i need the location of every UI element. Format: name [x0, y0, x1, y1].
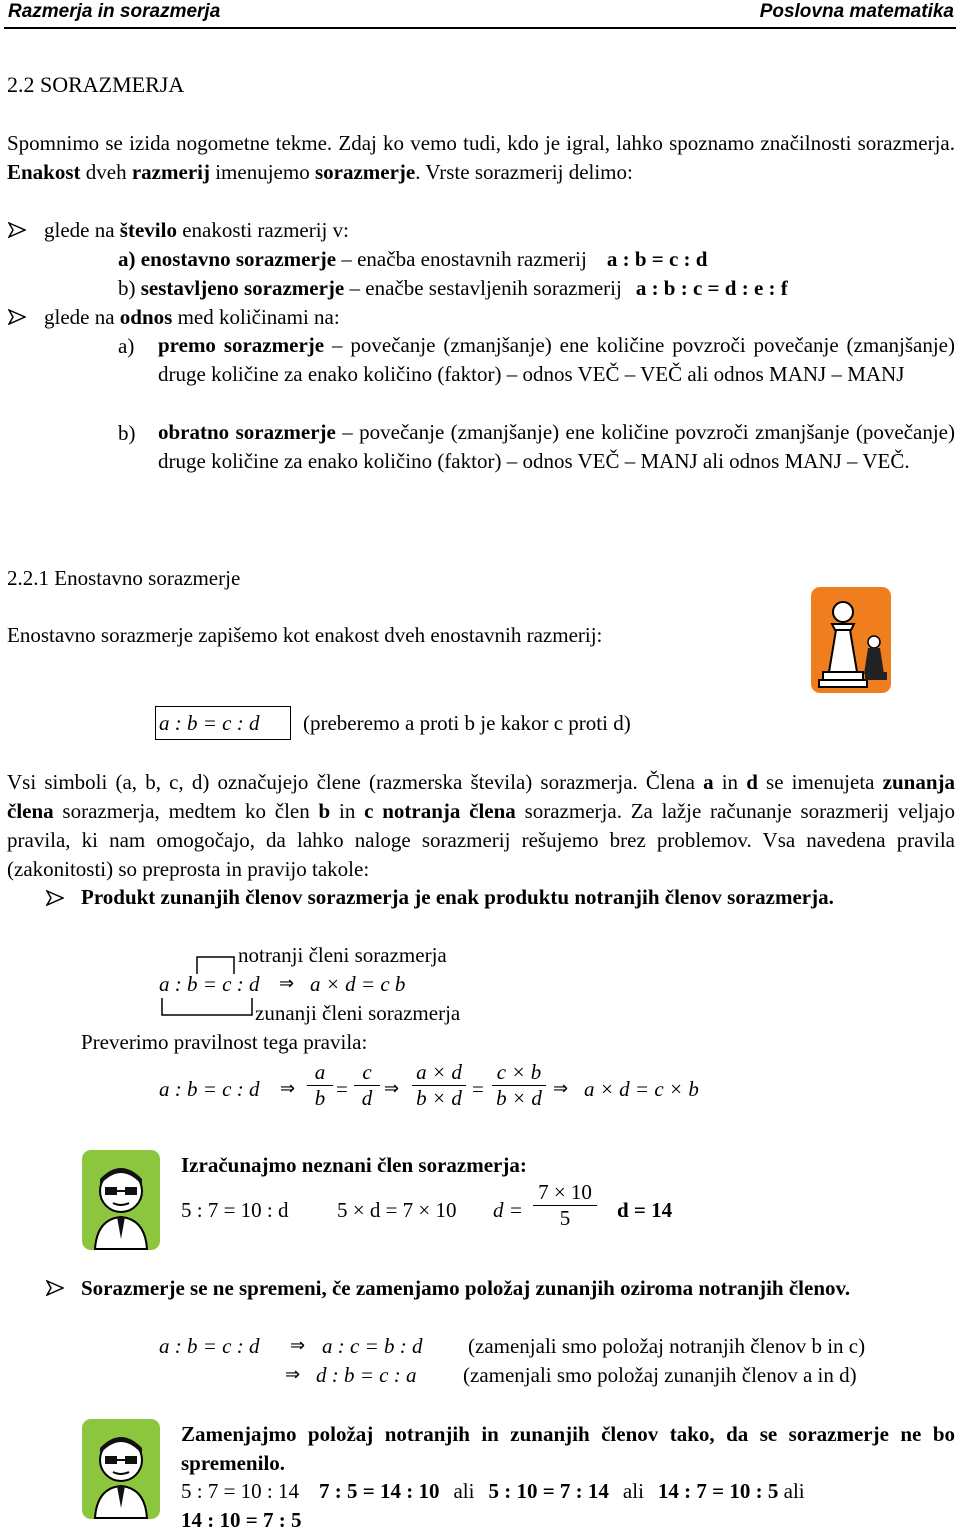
- item-compound-proportion: b) sestavljeno sorazmerje – enačbe sestavljenih sorazmerij a : b : c = d : e : f: [118, 276, 788, 300]
- fraction-c-d: c d: [354, 1060, 380, 1111]
- implies-icon: ⇒: [553, 1078, 569, 1099]
- rule1-rhs: a × d = c b: [310, 972, 406, 996]
- rule1-lhs: a : b = c : d: [159, 972, 260, 996]
- equals-sign: =: [472, 1077, 484, 1101]
- rule-swap: Sorazmerje se ne spremeni, če zamenjamo položaj zunanjih oziroma notranjih členov.: [81, 1276, 851, 1300]
- implies-icon: ⇒: [285, 1364, 301, 1385]
- teacher-icon: [81, 1418, 161, 1520]
- bullet-arrow-icon: [8, 309, 26, 325]
- fraction-a-b: a b: [307, 1060, 333, 1111]
- item-simple-proportion: a) enostavno sorazmerje – enačba enostavnih razmerij a : b = c : d: [118, 247, 708, 271]
- bullet-number-type: glede na število enakosti razmerij v:: [44, 218, 349, 242]
- page-header: [4, 0, 956, 29]
- bullet-arrow-icon: [8, 222, 26, 238]
- rule2-eq1: a : b = c : d: [159, 1334, 260, 1358]
- subsection-title: 2.2.1 Enostavno sorazmerje: [7, 566, 241, 590]
- example1-eq2: 5 × d = 7 × 10: [337, 1198, 457, 1222]
- example1-title: Izračunajmo neznani člen sorazmerja:: [181, 1153, 527, 1177]
- example2-swaps: 5 : 7 = 10 : 14 7 : 5 = 14 : 10 ali 5 : 10 = 7 : 14 ali 14 : 7 = 10 : 5 ali: [181, 1479, 805, 1503]
- rule2-note1: (zamenjali smo položaj notranjih členov b in c): [468, 1334, 866, 1358]
- teacher-icon: [81, 1149, 161, 1251]
- subsection-intro: Enostavno sorazmerje zapišemo kot enakost dveh enostavnih razmerij:: [7, 623, 603, 647]
- check-lhs: a : b = c : d: [159, 1077, 260, 1101]
- chess-pawn-icon: [810, 586, 892, 694]
- bullet-arrow-icon: [46, 890, 64, 906]
- implies-icon: ⇒: [279, 973, 295, 994]
- check-title: Preverimo pravilnost tega pravila:: [81, 1030, 368, 1054]
- boxed-formula-note: (preberemo a proti b je kakor c proti d): [303, 711, 631, 735]
- item-inverse-proportion: obratno sorazmerje – povečanje (zmanjšanje) ene količine povzroči zmanjšanje (povečanje) druge količine za enako količino (faktor) – odnos VEČ – MANJ ali odnos MANJ – VEČ.: [158, 420, 955, 473]
- equals-sign: =: [336, 1077, 348, 1101]
- boxed-formula: a : b = c : d: [155, 706, 291, 740]
- example1-fraction: 7 × 10 5: [533, 1180, 597, 1231]
- bullet-relation-type: glede na odnos med količinami na:: [44, 305, 340, 329]
- inner-terms-label: notranji členi sorazmerja: [238, 943, 447, 967]
- example1-eq1: 5 : 7 = 10 : d: [181, 1198, 289, 1222]
- implies-icon: ⇒: [384, 1078, 400, 1099]
- implies-icon: ⇒: [280, 1078, 296, 1099]
- implies-icon: ⇒: [290, 1335, 306, 1356]
- item-direct-proportion: premo sorazmerje – povečanje (zmanjšanje) ene količine povzroči povečanje (zmanjšanje) druge količine za enako količino (faktor) – odnos VEČ – VEČ ali odnos MANJ – MANJ: [158, 333, 955, 386]
- terms-paragraph: Vsi simboli (a, b, c, d) označujejo člene (razmerska števila) sorazmerja. Člena a in d se imenujeta zunanja člena sorazmerja, medtem ko člen b in c notranja člena sorazmerja. Za lažje računanje sorazmerij veljajo pravila, ki nam omogočajo, da lahko naloge sorazmerij rešujemo brez problemov. Vsa navedena pravila (zakonitosti) so preprosta in pravijo takole:: [7, 770, 955, 881]
- outer-terms-label: zunanji členi sorazmerja: [255, 1001, 461, 1025]
- header-right: Poslovna matematika: [759, 1, 954, 22]
- intro-paragraph: Spomnimo se izida nogometne tekme. Zdaj ko vemo tudi, kdo je igral, lahko spoznamo značilnosti sorazmerja. Enakost dveh razmerij imenujemo sorazmerje. Vrste sorazmerij delimo:: [7, 131, 955, 184]
- bullet-arrow-icon: [46, 1280, 64, 1296]
- fraction-cb-bd: c × b b × d: [492, 1060, 546, 1111]
- section-title: 2.2 SORAZMERJA: [7, 72, 185, 97]
- rule2-eq2: a : c = b : d: [322, 1334, 423, 1358]
- example2-last: 14 : 10 = 7 : 5: [181, 1508, 302, 1532]
- example1-result: d = 14: [617, 1198, 673, 1222]
- item-inverse-label: b): [118, 421, 136, 445]
- rule-product: Produkt zunanjih členov sorazmerja je enak produktu notranjih členov sorazmerja.: [81, 885, 834, 909]
- rule2-note2: (zamenjali smo položaj zunanjih členov a in d): [463, 1363, 857, 1387]
- example2-title: Zamenjajmo položaj notranjih in zunanjih členov tako, da se sorazmerje ne bo spremenilo.: [181, 1422, 955, 1475]
- example1-d-label: d =: [493, 1198, 523, 1222]
- header-left: Razmerja in sorazmerja: [8, 1, 221, 22]
- rule2-eq3: d : b = c : a: [316, 1363, 417, 1387]
- item-direct-label: a): [118, 334, 135, 358]
- check-rhs: a × d = c × b: [584, 1077, 699, 1101]
- fraction-ad-bd: a × d b × d: [412, 1060, 466, 1111]
